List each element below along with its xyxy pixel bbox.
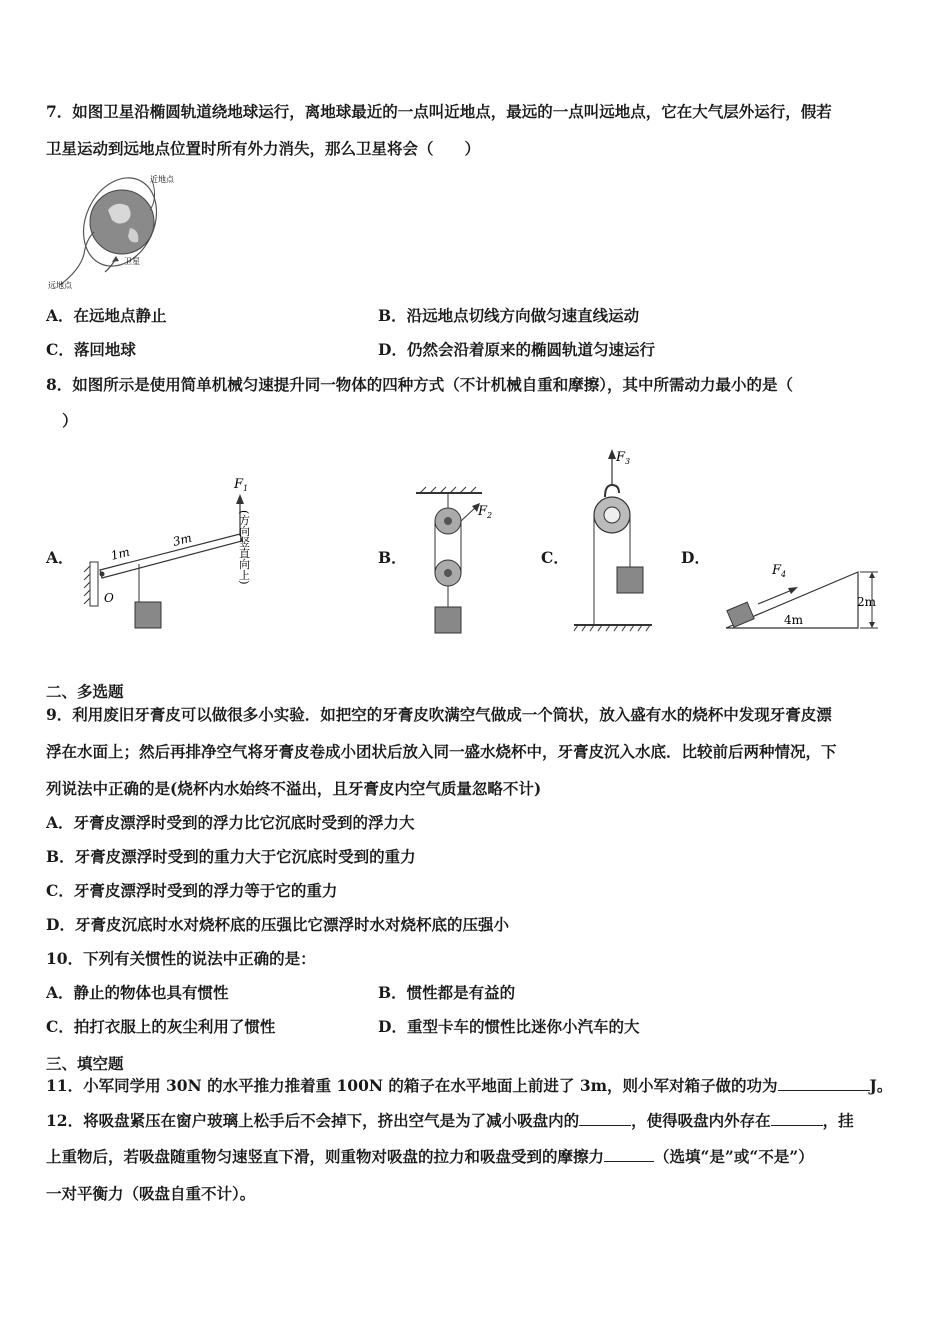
q12-text-2: ，使得吸盘内外存在	[631, 1111, 771, 1130]
q12-stem-line2	[46, 1147, 814, 1167]
lever-load-block	[135, 602, 161, 628]
fig-near-point-label: 近地点	[150, 175, 174, 184]
q9-option-b: B．牙膏皮漂浮时受到的重力大于它沉底时受到的重力	[46, 847, 416, 866]
q8-label-c: C．	[541, 548, 569, 567]
fig-a-force-label: $F_1$	[234, 477, 249, 493]
fig-d-force-label: $F_4$	[772, 563, 787, 579]
fig-d-base-length: 4m	[784, 613, 804, 627]
pulley-c-load-block	[617, 567, 643, 593]
q7-option-d: D．仍然会沿着原来的椭圆轨道匀速运行	[378, 340, 655, 359]
q11-answer-blank[interactable]	[778, 1076, 870, 1091]
q12-blank-3[interactable]	[604, 1147, 654, 1162]
q7-stem-line1: 7．如图卫星沿椭圆轨道绕地球运行，离地球最近的一点叫近地点，最远的一点叫远地点，它在大气层外运行，假若	[46, 102, 832, 121]
q9-option-d: D．牙膏皮沉底时水对烧杯底的压强比它漂浮时水对烧杯底的压强小	[46, 915, 509, 934]
fig-a-length-1m: 1m	[109, 544, 132, 563]
q10-option-b: B．惯性都是有益的	[378, 983, 516, 1002]
fig-b-force-label: $F_2$	[478, 504, 493, 520]
q9-option-a: A．牙膏皮漂浮时受到的浮力比它沉底时受到的浮力大	[46, 813, 415, 832]
q10-option-a: A．静止的物体也具有惯性	[46, 983, 229, 1002]
q12-text-4: 上重物后，若吸盘随重物匀速竖直下滑，则重物对吸盘的拉力和吸盘受到的摩擦力	[46, 1147, 605, 1166]
q8-label-b: B．	[378, 548, 407, 567]
q8-stem-line2: ）	[62, 411, 78, 430]
q7-satellite-orbit-figure	[40, 170, 190, 295]
q7-option-c: C．落回地球	[46, 340, 136, 359]
fig-a-length-3m: 3m	[171, 530, 194, 549]
q8-figure-d-incline	[720, 556, 890, 636]
pulley-b-load-block	[435, 607, 461, 633]
q8-figure-b-pulleys	[410, 485, 510, 637]
fig-a-direction-note: (方向竖直向上)	[237, 510, 251, 585]
q11-unit: J。	[869, 1076, 893, 1095]
section-fill-in-heading: 三、填空题	[46, 1054, 124, 1073]
fig-satellite-label: 卫星	[124, 257, 140, 266]
fig-d-height: 2m	[857, 595, 877, 609]
q12-text-1: 12．将吸盘紧压在窗户玻璃上松手后不会掉下，挤出空气是为了减小吸盘内的	[46, 1111, 580, 1130]
q10-stem: 10．下列有关惯性的说法中正确的是：	[46, 949, 316, 968]
q12-text-3: ，挂	[822, 1111, 854, 1130]
q9-stem-line3: 列说法中正确的是(烧杯内水始终不溢出，且牙膏皮内空气质量忽略不计)	[46, 779, 542, 798]
q8-label-d: D．	[681, 548, 710, 567]
q11-stem	[46, 1076, 892, 1096]
q8-label-a: A．	[46, 548, 74, 567]
section-multiple-choice-heading: 二、多选题	[46, 682, 124, 701]
q9-stem-line1: 9．利用废旧牙膏皮可以做很多小实验．如把空的牙膏皮吹满空气做成一个筒状，放入盛有水的烧杯中发现牙膏皮漂	[46, 705, 832, 724]
q12-stem-line1	[46, 1111, 854, 1131]
q10-option-c: C．拍打衣服上的灰尘利用了惯性	[46, 1017, 276, 1036]
q7-option-b: B．沿远地点切线方向做匀速直线运动	[378, 306, 640, 325]
fig-a-origin-label: O	[104, 591, 114, 605]
q7-option-a: A．在远地点静止	[46, 306, 167, 325]
q12-blank-1[interactable]	[579, 1111, 631, 1126]
q12-text-5: （选填“是”或“不是”）	[654, 1147, 814, 1166]
q12-stem-line3: 一对平衡力（吸盘自重不计）。	[46, 1184, 256, 1203]
q7-stem-line2: 卫星运动到远地点位置时所有外力消失，那么卫星将会（ ）	[46, 139, 481, 158]
fig-c-force-label: $F_3$	[616, 450, 631, 466]
q8-figure-c-pulley	[572, 445, 672, 635]
fig-far-point-label: 远地点	[48, 281, 72, 290]
q8-stem-line1: 8．如图所示是使用简单机械匀速提升同一物体的四种方式（不计机械自重和摩擦），其中所需动力最小的是（	[46, 375, 794, 394]
q12-blank-2[interactable]	[771, 1111, 823, 1126]
q10-option-d: D．重型卡车的惯性比迷你小汽车的大	[378, 1017, 640, 1036]
q11-text: 11．小军同学用 30N 的水平推力推着重 100N 的箱子在水平地面上前进了 3m，则小军对箱子做的功为	[46, 1076, 778, 1095]
q9-option-c: C．牙膏皮漂浮时受到的浮力等于它的重力	[46, 881, 338, 900]
q8-figure-a-lever	[82, 470, 272, 635]
q9-stem-line2: 浮在水面上；然后再排净空气将牙膏皮卷成小团状后放入同一盛水烧杯中，牙膏皮沉入水底．比较前后两种情况，下	[46, 742, 837, 761]
